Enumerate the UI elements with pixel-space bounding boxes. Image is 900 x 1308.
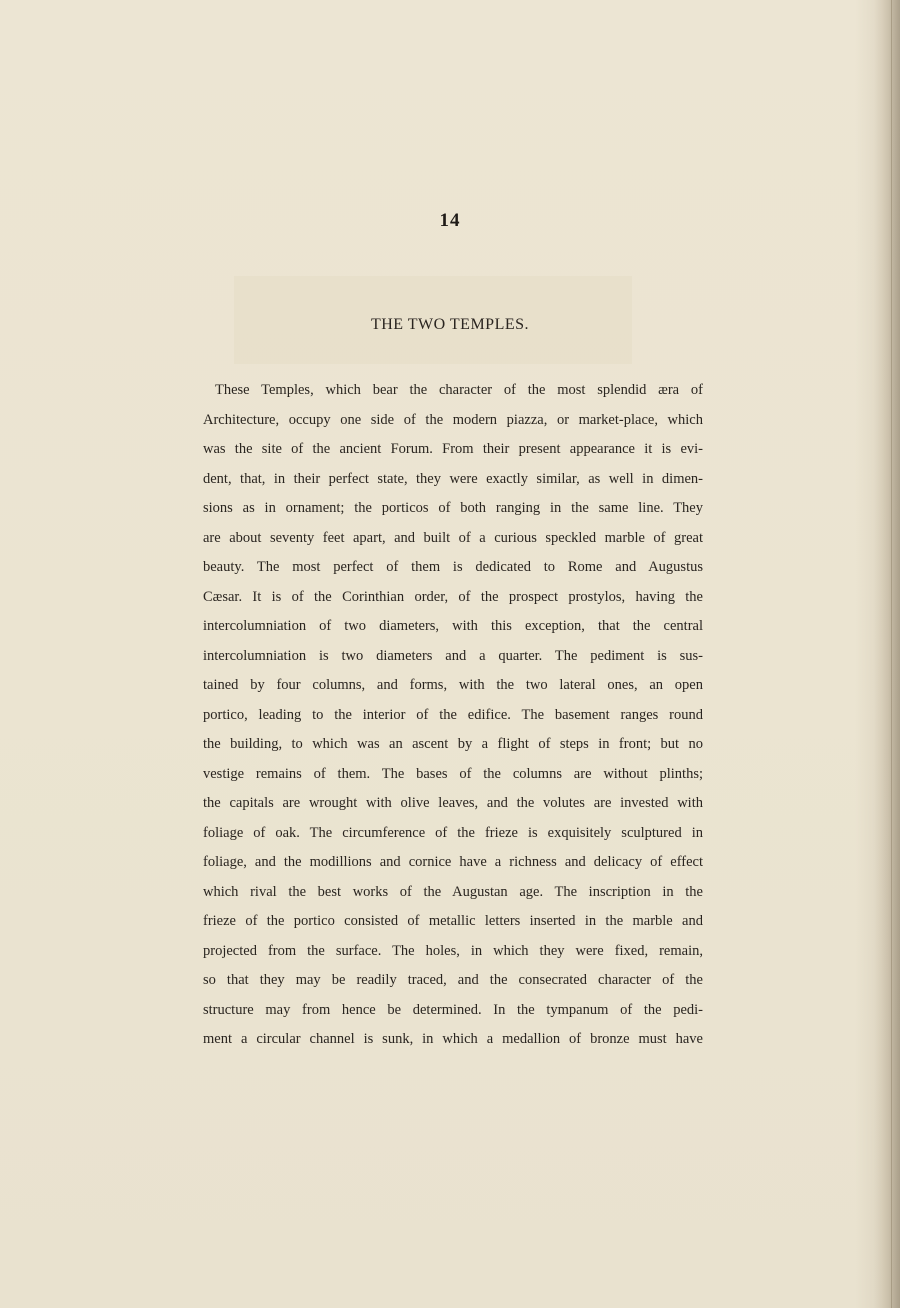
body-text [203, 376, 703, 1055]
text-line: structure may from hence be determined. In the tympanum of the pedi- [203, 1001, 703, 1018]
text-line: beauty. The most perfect of them is dedicated to Rome and Augustus [203, 559, 703, 575]
text-line: dent, that, in their perfect state, they were exactly similar, as well in dimen- [203, 470, 703, 487]
text-line: Architecture, occupy one side of the modern piazza, or market-place, which [203, 411, 703, 428]
text-line: are about seventy feet apart, and built of a curious speckled marble of great [203, 529, 703, 546]
text-line: foliage, and the modillions and cornice have a richness and delicacy of effect [203, 854, 703, 870]
text-line: sions as in ornament; the porticos of both ranging in the same line. They [203, 500, 703, 516]
text-line: tained by four columns, and forms, with the two lateral ones, an open [203, 677, 703, 693]
text-line: These Temples, which bear the character of the most splendid æra of [215, 382, 703, 398]
page-edge-line [891, 0, 892, 1308]
text-line: was the site of the ancient Forum. From their present appearance it is evi- [203, 441, 703, 457]
text-line: the building, to which was an ascent by a flight of steps in front; but no [203, 736, 703, 752]
page-edge-shadow [874, 0, 900, 1308]
text-line: the capitals are wrought with olive leaves, and the volutes are invested with [203, 795, 703, 811]
text-line: frieze of the portico consisted of metallic letters inserted in the marble and [203, 913, 703, 929]
text-line: Cæsar. It is of the Corinthian order, of the prospect prostylos, having the [203, 588, 703, 605]
page-number: 14 [439, 210, 461, 231]
text-line: ment a circular channel is sunk, in which a medallion of bronze must have [203, 1031, 703, 1047]
text-line: so that they may be readily traced, and the consecrated character of the [203, 972, 703, 988]
text-line: vestige remains of them. The bases of the columns are without plinths; [203, 765, 703, 782]
text-line: portico, leading to the interior of the edifice. The basement ranges round [203, 706, 703, 723]
text-line: which rival the best works of the Augustan age. The inscription in the [203, 883, 703, 900]
text-line: foliage of oak. The circumference of the frieze is exquisitely sculptured in [203, 824, 703, 841]
text-line: intercolumniation is two diameters and a quarter. The pediment is sus- [203, 647, 703, 664]
text-line: projected from the surface. The holes, in which they were fixed, remain, [203, 942, 703, 959]
chapter-title: THE TWO TEMPLES. [370, 316, 530, 333]
text-line: intercolumniation of two diameters, with this exception, that the central [203, 618, 703, 634]
